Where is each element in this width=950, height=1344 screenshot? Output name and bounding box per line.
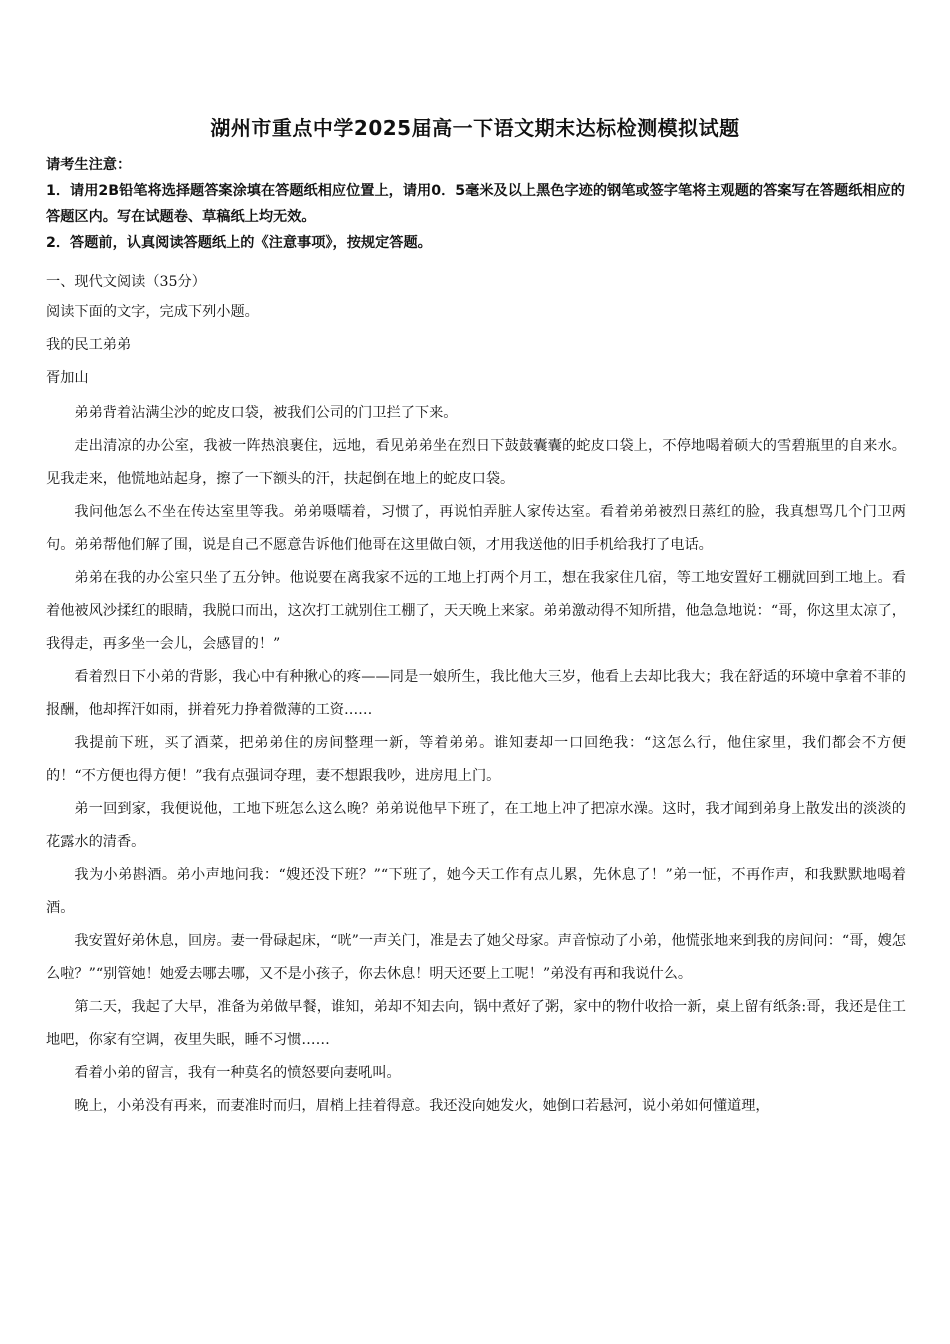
notice-item-2: 2．答题前，认真阅读答题纸上的《注意事项》，按规定答题。 [46, 235, 432, 251]
notice-heading: 请考生注意： [46, 157, 132, 173]
article-author: 胥加山 [46, 370, 89, 386]
notice-block [46, 152, 906, 256]
article-body [46, 397, 906, 1123]
paragraph: 弟一回到家，我便说他，工地下班怎么这么晚？弟弟说他早下班了，在工地上冲了把凉水澡。这时，我才闻到弟身上散发出的淡淡的花露水的清香。 [46, 801, 906, 850]
paragraph: 看着小弟的留言，我有一种莫名的愤怒要向妻吼叫。 [74, 1065, 401, 1081]
paragraph: 弟弟在我的办公室只坐了五分钟。他说要在离我家不远的工地上打两个月工，想在我家住几宿，等工地安置好工棚就回到工地上。看着他被风沙揉红的眼睛，我脱口而出，这次打工就别住工棚了，天天晚上来家。弟弟激动得不知所措，他急急地说：“哥，你这里太凉了，我得走，再多坐一会儿，会感冒的！” [46, 570, 906, 652]
paragraph: 晚上，小弟没有再来，而妻准时而归，眉梢上挂着得意。我还没向她发火，她倒口若悬河，说小弟如何懂道理， [74, 1098, 770, 1114]
paragraph: 我安置好弟休息，回房。妻一骨碌起床，“咣”一声关门，准是去了她父母家。声音惊动了小弟，他慌张地来到我的房间问：“哥，嫂怎么啦？”“别管她！她爱去哪去哪，又不是小孩子，你去休息！明天还要上工呢！”弟没有再和我说什么。 [46, 933, 906, 982]
article-title: 我的民工弟弟 [46, 337, 132, 353]
paragraph: 弟弟背着沾满尘沙的蛇皮口袋，被我们公司的门卫拦了下来。 [74, 405, 458, 421]
section-heading: 一、现代文阅读（35分） [46, 274, 206, 290]
paragraph: 我为小弟斟酒。弟小声地问我：“嫂还没下班？”“下班了，她今天工作有点儿累，先休息了！”弟一怔，不再作声，和我默默地喝着酒。 [46, 867, 906, 916]
paragraph: 我问他怎么不坐在传达室里等我。弟弟嗫嚅着，习惯了，再说怕弄脏人家传达室。看着弟弟被烈日蒸红的脸，我真想骂几个门卫两句。弟弟帮他们解了围，说是自己不愿意告诉他们他哥在这里做白领，才用我送他的旧手机给我打了电话。 [46, 504, 906, 553]
notice-item-1: 1．请用2B铅笔将选择题答案涂填在答题纸相应位置上，请用0．5毫米及以上黑色字迹的钢笔或签字笔将主观题的答案写在答题纸相应的答题区内。写在试题卷、草稿纸上均无效。 [46, 183, 905, 225]
reading-instruction: 阅读下面的文字，完成下列小题。 [46, 304, 259, 320]
paragraph: 第二天，我起了大早，准备为弟做早餐，谁知，弟却不知去向，锅中煮好了粥，家中的物什收拾一新，桌上留有纸条:哥，我还是住工地吧，你家有空调，夜里失眠，睡不习惯…… [46, 999, 906, 1048]
paragraph: 走出清凉的办公室，我被一阵热浪裹住，远地，看见弟弟坐在烈日下鼓鼓囊囊的蛇皮口袋上，不停地喝着硕大的雪碧瓶里的自来水。见我走来，他慌地站起身，擦了一下额头的汗，扶起倒在地上的蛇皮口袋。 [46, 438, 906, 487]
paragraph: 我提前下班，买了酒菜，把弟弟住的房间整理一新，等着弟弟。谁知妻却一口回绝我：“这怎么行，他住家里，我们都会不方便的！“不方便也得方便！”我有点强词夺理，妻不想跟我吵，进房甩上门。 [46, 735, 906, 784]
page-title: 湖州市重点中学2025届高一下语文期末达标检测模拟试题 [210, 116, 740, 140]
paragraph: 看着烈日下小弟的背影，我心中有种揪心的疼——同是一娘所生，我比他大三岁，他看上去却比我大；我在舒适的环境中拿着不菲的报酬，他却挥汗如雨，拼着死力挣着微薄的工资…… [46, 669, 906, 718]
